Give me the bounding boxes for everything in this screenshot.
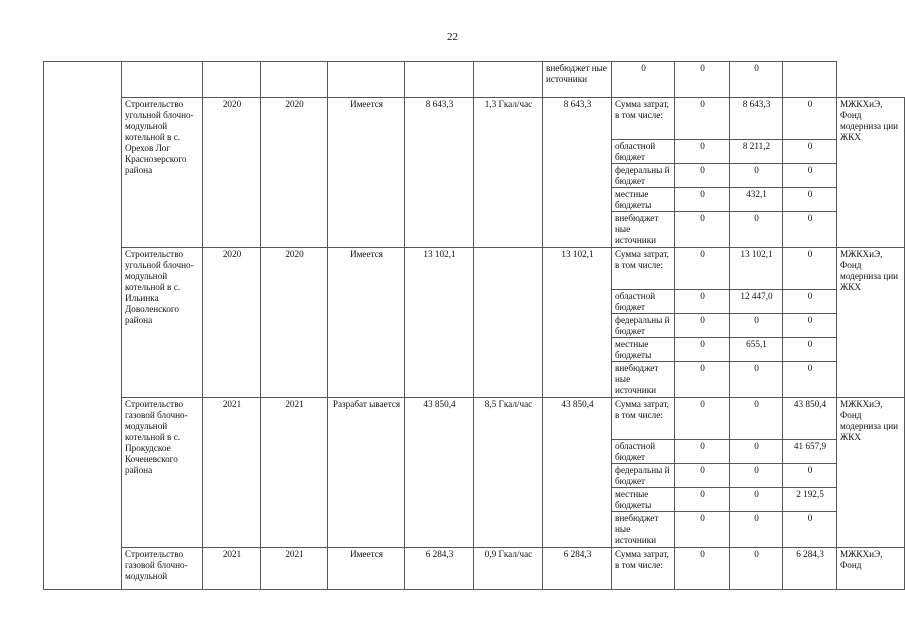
value-cell: 0 bbox=[783, 140, 837, 164]
funding-source: внебюджет ные источники bbox=[612, 212, 675, 248]
value-cell: 0 bbox=[783, 98, 837, 140]
funding-source: федеральны й бюджет bbox=[612, 164, 675, 188]
end-year: 2020 bbox=[261, 98, 328, 248]
value-cell: 0 bbox=[783, 464, 837, 488]
design-docs-status: Имеется bbox=[328, 548, 405, 590]
value-cell: 0 bbox=[675, 164, 730, 188]
funding-source: федеральны й бюджет bbox=[612, 464, 675, 488]
value-cell: 0 bbox=[612, 62, 675, 98]
executor-cell bbox=[783, 62, 837, 98]
value-cell: 0 bbox=[675, 338, 730, 362]
design-docs-status: Имеется bbox=[328, 248, 405, 398]
executor: МЖКХиЭ, Фонд модерниза ции ЖКХ bbox=[837, 248, 905, 398]
project-name: Строительство угольной блочно-модульной котельной в с. Орехов Лог Краснозерского района bbox=[122, 98, 203, 248]
funding-source: Сумма затрат, в том числе: bbox=[612, 248, 675, 290]
value-cell: 0 bbox=[783, 362, 837, 398]
value-cell: 0 bbox=[675, 140, 730, 164]
value-cell: 0 bbox=[783, 290, 837, 314]
project-name: Строительство газовой блочно-модульной котельной в с. Прокудское Коченевского района bbox=[122, 398, 203, 548]
end-year: 2020 bbox=[261, 248, 328, 398]
estimated-cost: 6 284,3 bbox=[405, 548, 474, 590]
design-docs-status: Разрабат ывается bbox=[328, 398, 405, 548]
value-cell: 8 211,2 bbox=[730, 140, 783, 164]
total-cost: 6 284,3 bbox=[543, 548, 612, 590]
start-year: 2021 bbox=[203, 398, 261, 548]
end-year: 2021 bbox=[261, 398, 328, 548]
value-cell: 0 bbox=[675, 62, 730, 98]
funding-source: внебюджет ные источники bbox=[543, 62, 612, 98]
executor: МЖКХиЭ, Фонд модерниза ции ЖКХ bbox=[837, 98, 905, 248]
estimated-cost: 8 643,3 bbox=[405, 98, 474, 248]
value-cell: 0 bbox=[730, 212, 783, 248]
carryover-cell bbox=[261, 62, 328, 98]
funding-source: Сумма затрат, в том числе: bbox=[612, 398, 675, 440]
carryover-cell bbox=[474, 62, 543, 98]
value-cell: 0 bbox=[675, 188, 730, 212]
carryover-cell bbox=[203, 62, 261, 98]
value-cell: 0 bbox=[675, 512, 730, 548]
value-cell: 0 bbox=[675, 314, 730, 338]
value-cell: 2 192,5 bbox=[783, 488, 837, 512]
capacity: 1,3 Гкал/час bbox=[474, 98, 543, 248]
value-cell: 0 bbox=[675, 464, 730, 488]
executor: МЖКХиЭ, Фонд модерниза ции ЖКХ bbox=[837, 398, 905, 548]
capacity bbox=[474, 248, 543, 398]
funding-source: внебюджет ные источники bbox=[612, 512, 675, 548]
value-cell: 0 bbox=[730, 548, 783, 590]
value-cell: 432,1 bbox=[730, 188, 783, 212]
funding-source: федеральны й бюджет bbox=[612, 314, 675, 338]
value-cell: 41 657,9 bbox=[783, 440, 837, 464]
value-cell: 0 bbox=[730, 512, 783, 548]
value-cell: 0 bbox=[730, 62, 783, 98]
table-row bbox=[44, 98, 905, 140]
estimated-cost: 43 850,4 bbox=[405, 398, 474, 548]
table-row bbox=[44, 548, 905, 590]
value-cell: 0 bbox=[675, 212, 730, 248]
start-year: 2021 bbox=[203, 548, 261, 590]
total-cost: 8 643,3 bbox=[543, 98, 612, 248]
value-cell: 0 bbox=[783, 338, 837, 362]
total-cost: 43 850,4 bbox=[543, 398, 612, 548]
project-name: Строительство угольной блочно-модульной котельной в с. Ильинка Доволенского района bbox=[122, 248, 203, 398]
value-cell: 8 643,3 bbox=[730, 98, 783, 140]
value-cell: 0 bbox=[730, 164, 783, 188]
table-row bbox=[44, 248, 905, 290]
funding-source: областной бюджет bbox=[612, 290, 675, 314]
value-cell: 0 bbox=[675, 548, 730, 590]
funding-source: местные бюджеты bbox=[612, 338, 675, 362]
value-cell: 0 bbox=[730, 488, 783, 512]
value-cell: 0 bbox=[675, 290, 730, 314]
carryover-cell bbox=[328, 62, 405, 98]
value-cell: 0 bbox=[783, 314, 837, 338]
value-cell: 655,1 bbox=[730, 338, 783, 362]
value-cell: 0 bbox=[730, 440, 783, 464]
value-cell: 0 bbox=[783, 164, 837, 188]
number-cell bbox=[44, 62, 122, 590]
design-docs-status: Имеется bbox=[328, 98, 405, 248]
start-year: 2020 bbox=[203, 98, 261, 248]
value-cell: 0 bbox=[783, 512, 837, 548]
value-cell: 0 bbox=[730, 314, 783, 338]
funding-source: областной бюджет bbox=[612, 140, 675, 164]
page-number: 22 bbox=[447, 31, 458, 43]
value-cell: 43 850,4 bbox=[783, 398, 837, 440]
table-row bbox=[44, 62, 905, 98]
table-body bbox=[44, 62, 905, 590]
value-cell: 0 bbox=[675, 362, 730, 398]
table-row bbox=[44, 398, 905, 440]
capacity: 8,5 Гкал/час bbox=[474, 398, 543, 548]
value-cell: 0 bbox=[675, 488, 730, 512]
funding-source: областной бюджет bbox=[612, 440, 675, 464]
investment-projects-table bbox=[43, 61, 905, 590]
end-year: 2021 bbox=[261, 548, 328, 590]
carryover-cell bbox=[122, 62, 203, 98]
start-year: 2020 bbox=[203, 248, 261, 398]
value-cell: 0 bbox=[730, 398, 783, 440]
total-cost: 13 102,1 bbox=[543, 248, 612, 398]
value-cell: 12 447,0 bbox=[730, 290, 783, 314]
value-cell: 0 bbox=[783, 248, 837, 290]
funding-source: Сумма затрат, в том числе: bbox=[612, 548, 675, 590]
carryover-cell bbox=[405, 62, 474, 98]
project-name: Строительство газовой блочно-модульной bbox=[122, 548, 203, 590]
value-cell: 0 bbox=[783, 188, 837, 212]
value-cell: 0 bbox=[730, 464, 783, 488]
funding-source: Сумма затрат, в том числе: bbox=[612, 98, 675, 140]
funding-source: внебюджет ные источники bbox=[612, 362, 675, 398]
value-cell: 6 284,3 bbox=[783, 548, 837, 590]
executor: МЖКХиЭ, Фонд bbox=[837, 548, 905, 590]
value-cell: 0 bbox=[783, 212, 837, 248]
value-cell: 0 bbox=[675, 398, 730, 440]
value-cell: 0 bbox=[730, 362, 783, 398]
value-cell: 0 bbox=[675, 248, 730, 290]
capacity: 0,9 Гкал/час bbox=[474, 548, 543, 590]
value-cell: 0 bbox=[675, 98, 730, 140]
funding-source: местные бюджеты bbox=[612, 188, 675, 212]
estimated-cost: 13 102,1 bbox=[405, 248, 474, 398]
value-cell: 13 102,1 bbox=[730, 248, 783, 290]
funding-source: местные бюджеты bbox=[612, 488, 675, 512]
value-cell: 0 bbox=[675, 440, 730, 464]
